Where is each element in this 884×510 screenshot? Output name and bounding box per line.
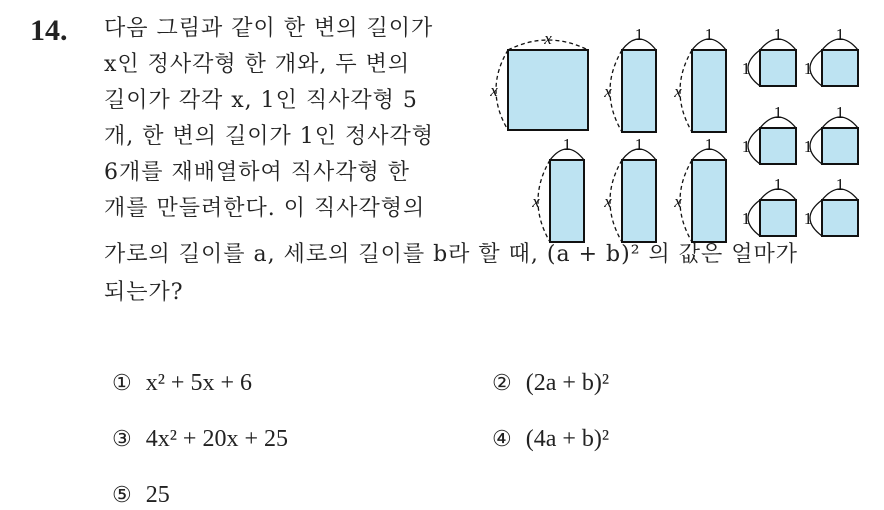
small-square-tile [760, 128, 796, 164]
question-line: 길이가 각각 x, 1인 직사각형 5 [104, 88, 418, 113]
choice-text: 25 [145, 482, 170, 508]
side-label: x [604, 192, 612, 211]
choice-text: x² + 5x + 6 [145, 370, 252, 396]
side-label: 1 [773, 28, 783, 44]
question-line: 가로의 길이를 a, 세로의 길이를 b라 할 때, (a + b)² 의 값은 얼마가 [104, 242, 799, 267]
choice-text: (4a + b)² [525, 426, 610, 452]
side-label: x [674, 192, 682, 211]
rectangle-tile [622, 160, 656, 242]
rectangle-tile [550, 160, 584, 242]
side-label: 1 [835, 103, 845, 122]
side-label: 1 [704, 135, 714, 154]
choice-3[interactable] [112, 426, 288, 453]
choice-marker: ④ [492, 427, 512, 452]
choice-text: (2a + b)² [525, 370, 610, 396]
question-line: 다음 그림과 같이 한 변의 길이가 [104, 16, 434, 41]
side-label: 1 [634, 135, 644, 154]
side-label: 1 [562, 135, 572, 154]
question-line: x인 정사각형 한 개와, 두 변의 [104, 52, 411, 77]
choice-marker: ② [492, 371, 512, 396]
choice-marker: ⑤ [112, 483, 132, 508]
big-square [508, 50, 588, 130]
tiles-figure [478, 28, 868, 248]
small-square-tile [822, 50, 858, 86]
small-square-tiles [742, 28, 858, 236]
dimension-arc [496, 50, 508, 130]
dimension-arc [680, 50, 692, 132]
dimension-arc [610, 160, 622, 242]
question-number: 14. [30, 14, 68, 47]
side-label: x [674, 82, 682, 101]
question-line: 개를 만들려한다. 이 직사각형의 [104, 196, 426, 221]
choice-4[interactable] [492, 426, 609, 453]
choice-marker: ① [112, 371, 132, 396]
side-label: 1 [704, 28, 714, 44]
choice-2[interactable] [492, 370, 609, 397]
small-square-tile [822, 128, 858, 164]
question-line: 되는가? [104, 280, 184, 305]
side-label: 1 [803, 59, 813, 78]
side-label: 1 [803, 209, 813, 228]
question-line: 개, 한 변의 길이가 1인 정사각형 [104, 124, 434, 149]
dimension-arc [538, 160, 550, 242]
choice-1[interactable] [112, 370, 252, 397]
side-label: x [604, 82, 612, 101]
rectangle-tile [692, 160, 726, 242]
small-square-tile [760, 200, 796, 236]
side-label: 1 [773, 103, 783, 122]
rectangle-tile [692, 50, 726, 132]
side-label: 1 [803, 137, 813, 156]
dimension-arc [680, 160, 692, 242]
small-square-tile [822, 200, 858, 236]
question-line: 6개를 재배열하여 직사각형 한 [104, 160, 411, 185]
choice-marker: ③ [112, 427, 132, 452]
choice-5[interactable] [112, 482, 170, 509]
side-label: x [544, 29, 552, 48]
side-label: 1 [741, 59, 751, 78]
rectangle-tile [622, 50, 656, 132]
side-label: 1 [773, 175, 783, 194]
side-label: 1 [741, 209, 751, 228]
big-square-tile [489, 29, 588, 130]
side-label: 1 [741, 137, 751, 156]
choice-text: 4x² + 20x + 25 [145, 426, 288, 452]
dimension-arc [610, 50, 622, 132]
side-label: 1 [835, 175, 845, 194]
small-square-tile [760, 50, 796, 86]
side-label: x [490, 81, 498, 100]
side-label: 1 [634, 28, 644, 44]
side-label: x [532, 192, 540, 211]
side-label: 1 [835, 28, 845, 44]
